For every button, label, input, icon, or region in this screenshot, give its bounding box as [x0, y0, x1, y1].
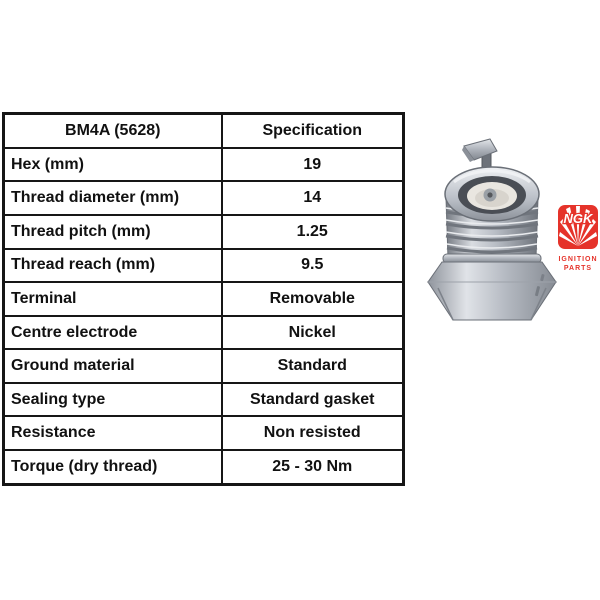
- spec-label-cell: Resistance: [4, 416, 222, 450]
- spec-label-cell: Sealing type: [4, 383, 222, 417]
- spec-label-cell: Thread reach (mm): [4, 249, 222, 283]
- spec-value-cell: Standard: [222, 349, 404, 383]
- table-row: [4, 349, 404, 383]
- spec-value-cell: 25 - 30 Nm: [222, 450, 404, 485]
- spec-header-cell: Specification: [222, 114, 404, 148]
- table-header-row: [4, 114, 404, 148]
- spec-label-cell: Hex (mm): [4, 148, 222, 182]
- spec-label-cell: Thread diameter (mm): [4, 181, 222, 215]
- table-row: [4, 282, 404, 316]
- spec-value-cell: 19: [222, 148, 404, 182]
- spec-value-cell: Standard gasket: [222, 383, 404, 417]
- table-row: [4, 249, 404, 283]
- spec-value-cell: Non resisted: [222, 416, 404, 450]
- table-row: [4, 181, 404, 215]
- spec-value-cell: Removable: [222, 282, 404, 316]
- spec-table: [2, 112, 405, 486]
- spec-value-cell: Nickel: [222, 316, 404, 350]
- spec-value-cell: 9.5: [222, 249, 404, 283]
- spec-label-cell: Torque (dry thread): [4, 450, 222, 485]
- brand-tagline: [557, 255, 599, 273]
- brand-block: [557, 205, 599, 273]
- spec-label-cell: Thread pitch (mm): [4, 215, 222, 249]
- ngk-logo-text: NGK: [563, 211, 593, 226]
- spark-plug-image: [424, 138, 560, 322]
- table-row: [4, 316, 404, 350]
- spec-label-cell: Centre electrode: [4, 316, 222, 350]
- table-row: [4, 383, 404, 417]
- shell-rim: [445, 167, 539, 221]
- spec-label-cell: Ground material: [4, 349, 222, 383]
- spec-value-cell: 1.25: [222, 215, 404, 249]
- spec-value-cell: 14: [222, 181, 404, 215]
- table-row: [4, 148, 404, 182]
- tagline-line-2: PARTS: [563, 265, 593, 272]
- spec-label-cell: Terminal: [4, 282, 222, 316]
- spark-plug-vector: [424, 138, 560, 322]
- table-row: [4, 450, 404, 485]
- ngk-logo-icon: [558, 205, 598, 249]
- table-row: [4, 416, 404, 450]
- model-header-cell: BM4A (5628): [4, 114, 222, 148]
- table-row: [4, 215, 404, 249]
- hex-nut: [428, 262, 556, 320]
- tagline-line-1: IGNITION: [558, 256, 598, 263]
